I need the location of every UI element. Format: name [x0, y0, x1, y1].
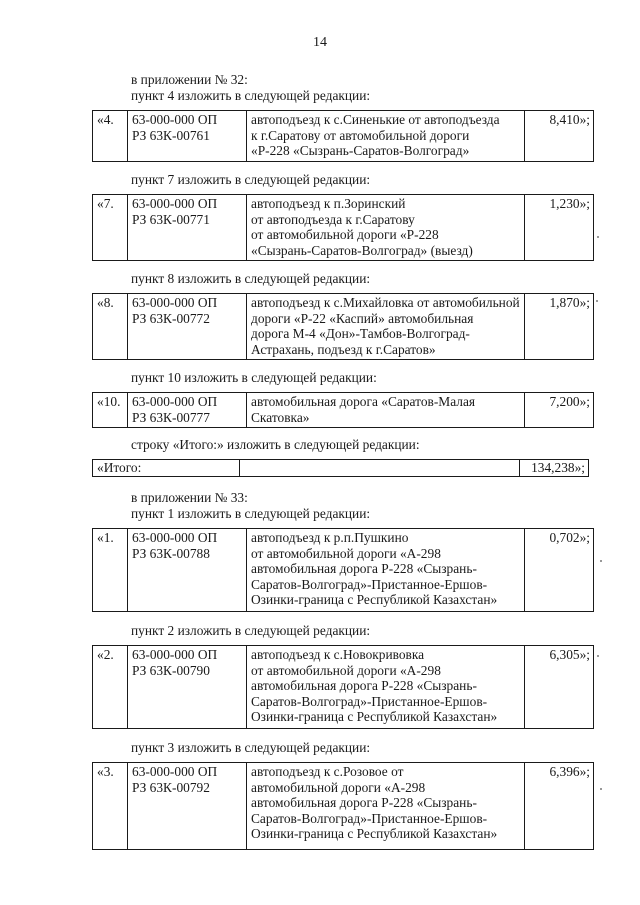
road-code: 63-000-000 ОП РЗ 63К-00777: [128, 393, 247, 428]
total-instruction: строку «Итого:» изложить в следующей редакции:: [131, 437, 420, 452]
table-row: [93, 294, 594, 360]
table-row: [93, 111, 594, 162]
scan-speck: [600, 788, 602, 790]
road-table-item-4: [92, 110, 594, 162]
scan-speck: [597, 236, 599, 238]
road-table-item-2: [92, 645, 594, 729]
road-table-item-1: [92, 528, 594, 612]
instruction-item-7: пункт 7 изложить в следующей редакции:: [131, 172, 371, 187]
road-table-item-8: [92, 293, 594, 360]
item-number: «8.: [93, 294, 128, 360]
road-length: 1,230»;: [525, 195, 594, 261]
road-length: 1,870»;: [525, 294, 594, 360]
road-name: автоподъезд к п.Зоринский от автоподъезда к г.Саратову от автомобильной дороги «Р-228 «Сызрань-Саратов-Волгоград» (выезд): [247, 195, 525, 261]
table-row: [93, 529, 594, 612]
total-middle: [239, 460, 519, 477]
table-row: [93, 195, 594, 261]
item-number: «7.: [93, 195, 128, 261]
total-label: «Итого:: [93, 460, 240, 477]
item-number: «2.: [93, 646, 128, 729]
item-number: «10.: [93, 393, 128, 428]
scan-speck: [600, 560, 602, 562]
road-name: автоподъезд к с.Синенькие от автоподъезда к г.Саратову от автомобильной дороги «Р-228 «Сызрань-Саратов-Волгоград»: [247, 111, 525, 162]
road-length: 0,702»;: [525, 529, 594, 612]
table-row: [93, 393, 594, 428]
item-number: «4.: [93, 111, 128, 162]
road-table-item-3: [92, 762, 594, 850]
item-number: «1.: [93, 529, 128, 612]
road-code: 63-000-000 ОП РЗ 63К-00771: [128, 195, 247, 261]
instruction-item-8: пункт 8 изложить в следующей редакции:: [131, 271, 371, 286]
road-length: 7,200»;: [525, 393, 594, 428]
road-code: 63-000-000 ОП РЗ 63К-00788: [128, 529, 247, 612]
instruction-item-10: пункт 10 изложить в следующей редакции:: [131, 370, 377, 385]
table-row: [93, 646, 594, 729]
road-code: 63-000-000 ОП РЗ 63К-00761: [128, 111, 247, 162]
table-row: [93, 460, 589, 477]
instruction-item-1: пункт 1 изложить в следующей редакции:: [131, 506, 371, 521]
scan-speck: [596, 300, 598, 302]
road-length: 6,305»;: [525, 646, 594, 729]
road-table-item-10: [92, 392, 594, 428]
road-length: 8,410»;: [525, 111, 594, 162]
total-table: [92, 459, 589, 477]
table-row: [93, 763, 594, 850]
appendix-32-heading: в приложении № 32:: [131, 72, 248, 87]
instruction-item-2: пункт 2 изложить в следующей редакции:: [131, 623, 371, 638]
page-number: 14: [313, 35, 327, 50]
scan-speck: [597, 655, 599, 657]
road-name: автоподъезд к с.Розовое от автомобильной дороги «А-298 автомобильная дорога Р-228 «Сызрань- Саратов-Волгоград»-Пристанное-Ершов- Озинки-граница с Республикой Казахстан»: [247, 763, 525, 850]
appendix-33-heading: в приложении № 33:: [131, 490, 248, 505]
road-code: 63-000-000 ОП РЗ 63К-00790: [128, 646, 247, 729]
item-number: «3.: [93, 763, 128, 850]
instruction-item-4: пункт 4 изложить в следующей редакции:: [131, 88, 371, 103]
road-name: автоподъезд к с.Михайловка от автомобильной дороги «Р-22 «Каспий» автомобильная дорога М-4 «Дон»-Тамбов-Волгоград- Астрахань, подъезд к г.Саратов»: [247, 294, 525, 360]
road-name: автоподъезд к р.п.Пушкино от автомобильной дороги «А-298 автомобильная дорога Р-228 «Сызрань- Саратов-Волгоград»-Пристанное-Ершов- Озинки-граница с Республикой Казахстан»: [247, 529, 525, 612]
instruction-item-3: пункт 3 изложить в следующей редакции:: [131, 740, 371, 755]
road-code: 63-000-000 ОП РЗ 63К-00772: [128, 294, 247, 360]
road-length: 6,396»;: [525, 763, 594, 850]
road-table-item-7: [92, 194, 594, 261]
total-value: 134,238»;: [519, 460, 588, 477]
road-code: 63-000-000 ОП РЗ 63К-00792: [128, 763, 247, 850]
road-name: автоподъезд к с.Новокривовка от автомобильной дороги «А-298 автомобильная дорога Р-228 «Сызрань- Саратов-Волгоград»-Пристанное-Ершов- Озинки-граница с Республикой Казахстан»: [247, 646, 525, 729]
road-name: автомобильная дорога «Саратов-Малая Скатовка»: [247, 393, 525, 428]
